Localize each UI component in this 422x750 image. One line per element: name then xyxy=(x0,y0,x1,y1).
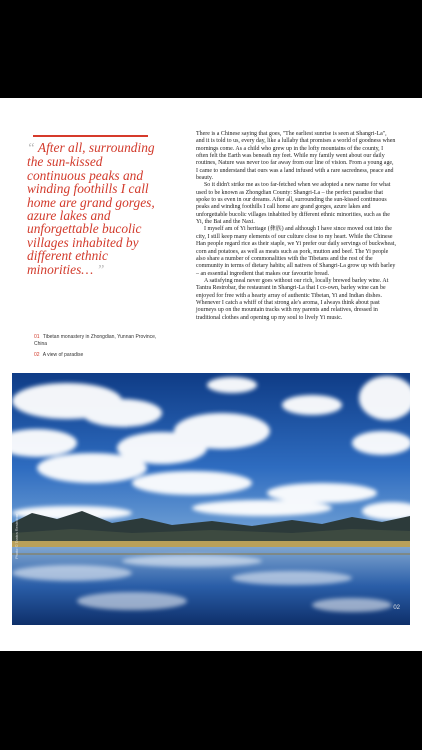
caption-text: A view of paradise xyxy=(42,352,84,358)
caption-number: 01 xyxy=(34,334,40,340)
photo-credit: Photo © Tantra Restrobar xyxy=(14,513,19,559)
caption-item xyxy=(34,334,164,347)
caption-number: 02 xyxy=(34,352,40,358)
page-number: 02 xyxy=(393,605,400,611)
body-paragraph: So it didn't strike me as too far-fetched when we adopted a new name for what used to be known as Zhongdian County: Shangri-La – the perfect paradise that spoke to us even in our dreams. After all, surrounding the sun-kissed continuous peaks and winding foothills I call home are grand gorges, azure lakes and unforgettable bucolic villages inhabited by different ethnic minorities, such as the Yi, the Bai and the Naxi. xyxy=(196,182,391,226)
pull-quote-text: After all, surrounding the sun-kissed continuous peaks and winding foothills I call home are grand gorges, azure lakes and unforgettable bucolic villages inhabited by different ethnic minorities… xyxy=(27,140,155,277)
caption-item xyxy=(34,352,164,359)
caption-text: Tibetan monastery in Zhongdian, Yunnan Province, China xyxy=(34,334,157,347)
caption-list xyxy=(34,334,164,364)
body-paragraph: A satisfying meal never goes without our rich, locally brewed barley wine. At Tantra Restrobar, the restaurant in Shangri-La that I co-own, barley wine can be enjoyed for free with a hearty array of authentic Tibetan, Yi and Indian dishes. Whenever I catch a whiff of that strong ale's aroma, I always think about past journeys up on the mountain tracks with my parents and relatives, dressed in traditional clothes and opening up my soul to lively Yi music. xyxy=(196,277,389,321)
body-paragraph: There is a Chinese saying that goes, "The earliest sunrise is seen at Shangri-La", and it is told to us, every day, like a lullaby that promises a world of goodness when mornings come. As a child who grew up in the lofty mountains of the county, I often felt the Earth was beneath my feet. While my family went about our daily routines, Nature was never too far away from our line of vision. From a young age, I came to understand that ours was a land infused with a rare sacredness, peace and beauty. xyxy=(196,131,396,182)
body-paragraph: I myself am of Yi heritage (彝族) and although I have since moved out into the city, I still keep many elements of our culture close to my heart. While the Chinese Han people regard rice as their staple, we Yi prefer our daily servings of buckwheat, corn and potatoes, as well as meats such as pork, mutton and beef. The Yi people also share a number of commonalities with the Tibetans and the rest of the community in terms of dietary habits; all natives of Shangri-La grow up with barley – an essential ingredient that makes our favourite bread. xyxy=(196,226,396,277)
pull-quote-rule xyxy=(33,135,148,137)
pull-quote xyxy=(27,141,162,277)
landscape-photo xyxy=(12,373,410,625)
article-body xyxy=(196,131,396,322)
close-quote-mark: ” xyxy=(96,262,105,278)
landscape-illustration xyxy=(12,373,410,625)
open-quote-mark: “ xyxy=(27,141,35,156)
magazine-page xyxy=(0,98,422,651)
